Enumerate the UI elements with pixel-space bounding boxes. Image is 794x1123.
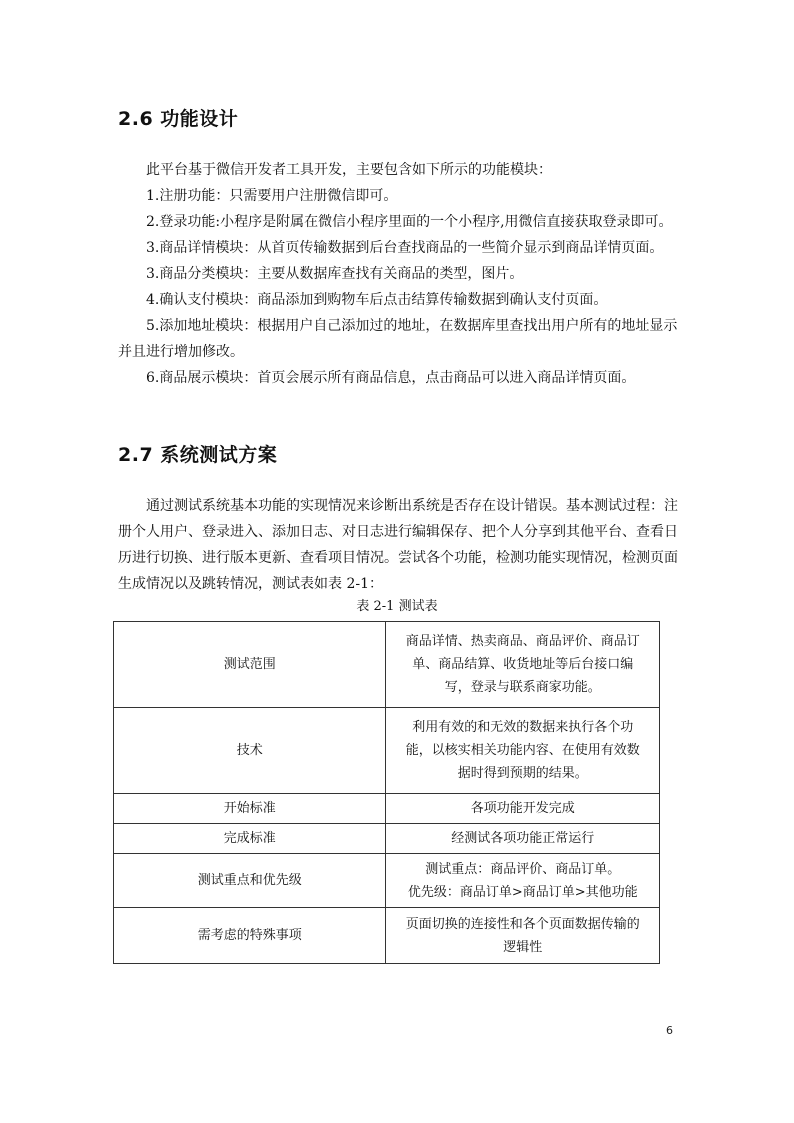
list-item: 3.商品详情模块：从首页传输数据到后台查找商品的一些简介显示到商品详情页面。	[146, 240, 664, 256]
list-item: 5.添加地址模块：根据用户自己添加过的地址，在数据库里查找出用户所有的地址显示并且进行增加修改。	[118, 318, 678, 360]
section-heading-2-7: 2.7 系统测试方案	[118, 444, 278, 466]
list-item: 6.商品展示模块：首页会展示所有商品信息，点击商品可以进入商品详情页面。	[146, 370, 636, 386]
section-intro: 此平台基于微信开发者工具开发，主要包含如下所示的功能模块：	[146, 162, 552, 178]
table-cell-value: 利用有效的和无效的数据来执行各个功能，以核实相关功能内容、在使用有效数据时得到预期的结果。	[386, 708, 660, 794]
table-cell-key: 需考虑的特殊事项	[114, 908, 386, 964]
section-paragraph: 通过测试系统基本功能的实现情况来诊断出系统是否存在设计错误。基本测试过程：注册个人用户、登录进入、添加日志、对日志进行编辑保存、把个人分享到其他平台、查看日历进行切换、进行版本更新、查看项目情况。尝试各个功能，检测功能实现情况，检测页面生成情况以及跳转情况，测试表如表 2-1：	[118, 498, 678, 592]
test-table	[113, 621, 660, 964]
list-item: 1.注册功能：只需要用户注册微信即可。	[146, 188, 398, 204]
table-cell-value: 页面切换的连接性和各个页面数据传输的逻辑性	[386, 908, 660, 964]
table-row	[114, 854, 660, 908]
table-row	[114, 824, 660, 854]
table-row	[114, 794, 660, 824]
section-heading-2-6: 2.6 功能设计	[118, 108, 239, 130]
table-cell-key: 技术	[114, 708, 386, 794]
table-cell-value: 商品详情、热卖商品、商品评价、商品订单、商品结算、收货地址等后台接口编写，登录与联系商家功能。	[386, 622, 660, 708]
table-cell-key: 测试重点和优先级	[114, 854, 386, 908]
table-cell-key: 测试范围	[114, 622, 386, 708]
list-item: 3.商品分类模块：主要从数据库查找有关商品的类型，图片。	[146, 266, 524, 282]
table-cell-key: 开始标准	[114, 794, 386, 824]
table-row	[114, 708, 660, 794]
list-item: 4.确认支付模块：商品添加到购物车后点击结算传输数据到确认支付页面。	[146, 292, 608, 308]
table-row	[114, 908, 660, 964]
list-item: 2.登录功能:小程序是附属在微信小程序里面的一个小程序,用微信直接获取登录即可。	[146, 214, 673, 230]
table-cell-value: 经测试各项功能正常运行	[386, 824, 660, 854]
cell-line: 优先级：商品订单>商品订单>其他功能	[407, 884, 638, 900]
table-cell-value: 各项功能开发完成	[386, 794, 660, 824]
table-row	[114, 622, 660, 708]
table-cell-key: 完成标准	[114, 824, 386, 854]
page-number: 6	[666, 1024, 673, 1037]
table-cell-value	[386, 854, 660, 908]
table-caption: 表 2-1 测试表	[356, 599, 438, 614]
cell-line: 测试重点：商品评价、商品订单。	[425, 861, 621, 877]
